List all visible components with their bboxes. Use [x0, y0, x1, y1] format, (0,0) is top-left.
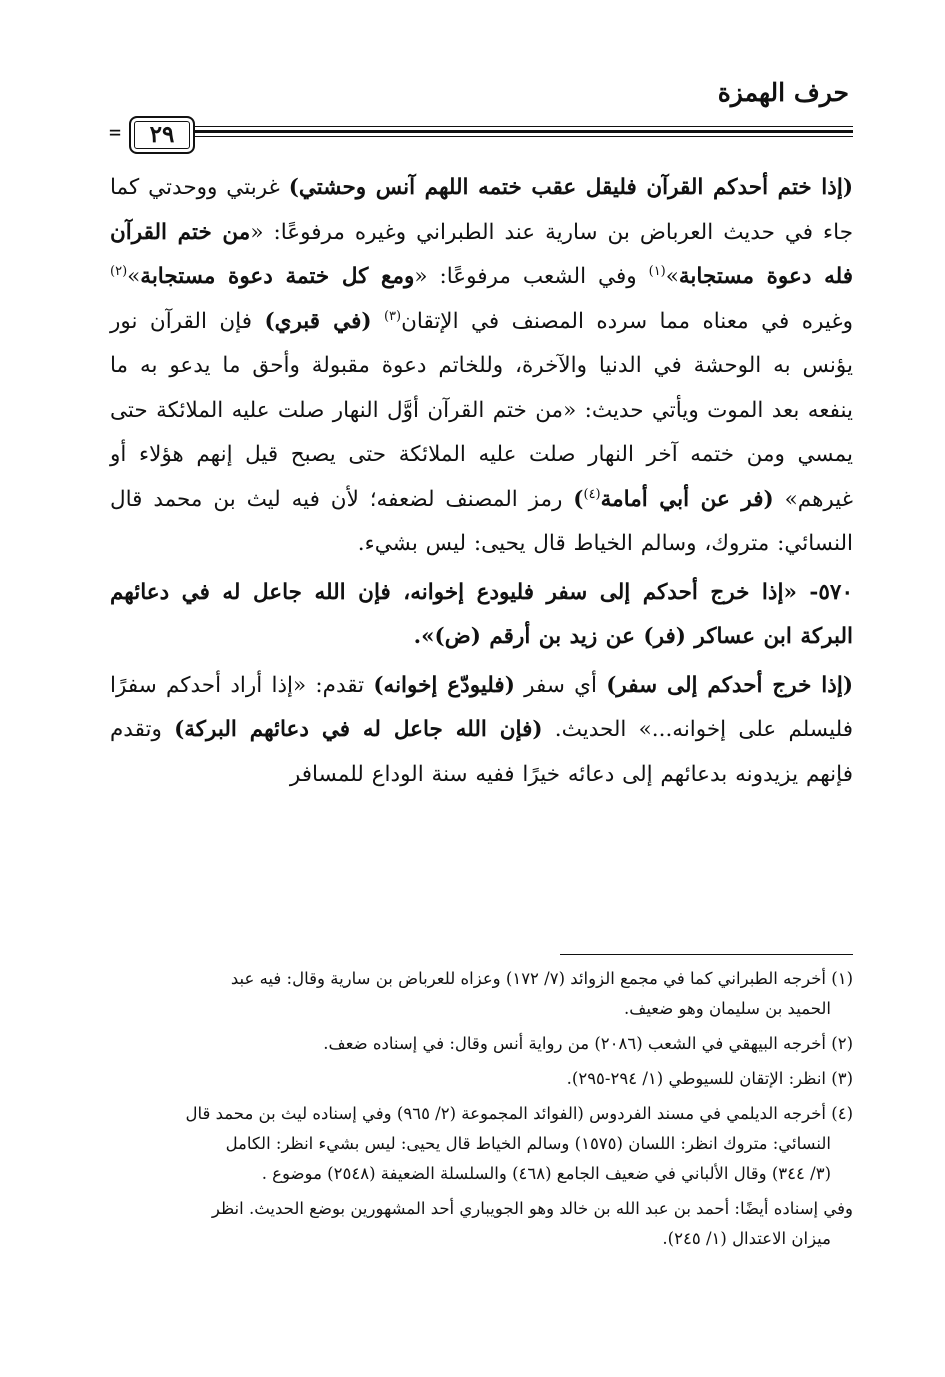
page-number: ٢٩ — [129, 116, 195, 154]
footnote-4 — [110, 1099, 853, 1189]
hadith-entry-570 — [110, 571, 853, 660]
source-attribution-close: ) — [573, 486, 584, 512]
quoted-hadith-phrase: (فليودّع إخوانه) — [373, 672, 515, 698]
text-run: رمز المصنف لضعفه؛ لأن فيه ليث بن محمد قال النسائي: متروك، وسالم الخياط قال يحيى: ليس بشيء. — [110, 486, 853, 556]
header-end-mark: = — [109, 120, 122, 144]
footnotes — [110, 964, 853, 1259]
footnote-text: (٣/ ٣٤٤) وقال الألباني في ضعيف الجامع (٤٦٨) والسلسلة الضعيفة (٢٥٤٨) موضوع . — [261, 1164, 831, 1183]
source-attribution: (فر عن أبي أمامة — [600, 486, 774, 512]
footnote-text: وفي إسناده أيضًا: أحمد بن عبد الله بن خالد وهو الجويباري أحد المشهورين بوضع الحديث. انظر — [211, 1199, 853, 1218]
running-title: حرف الهمزة — [717, 78, 849, 107]
text-run: فإن القرآن نور يؤنس به الوحشة في الدنيا والآخرة، وللخاتم دعوة مقبولة وأحق ما يدعو به ما ينفعه بعد الموت ويأتي حديث: «من ختم القرآن أوَّل النهار صلت عليه الملائكة حتى يمسي ومن ختمه آخر النهار صلت عليه الملائكة حتى يصبح قيل إنهم هؤلاء أو غيرهم» — [110, 308, 853, 512]
quoted-hadith-phrase: من ختم القرآن فله دعوة مستجابة — [110, 219, 853, 289]
commentary-paragraph-2 — [110, 664, 853, 798]
footnote-text: أخرجه البيهقي في الشعب (٢٠٨٦) من رواية أنس وقال: في إسناده ضعف. — [323, 1034, 832, 1053]
footnote-text: انظر: الإتقان للسيوطي (١/ ٢٩٤-٢٩٥). — [566, 1069, 832, 1088]
footnote-3 — [110, 1064, 853, 1094]
text-run — [372, 309, 384, 334]
quoted-hadith-phrase: (فإن الله جاعل له في دعائهم البركة) — [174, 717, 543, 742]
text-run: أي سفر — [514, 672, 607, 698]
footnote-number: (٤) — [831, 1104, 853, 1123]
footnote-text: ميزان الاعتدال (١/ ٢٤٥). — [662, 1229, 831, 1248]
quoted-hadith-phrase: (إذا خرج أحدكم إلى سفر) — [606, 672, 854, 698]
footnote-text: أخرجه الطبراني كما في مجمع الزوائد (٧/ ١٧٢) وعزاه للعرباض بن سارية وقال: فيه عبد — [230, 969, 832, 988]
commentary-paragraph-1 — [110, 166, 853, 567]
footnote-text: الحميد بن سليمان وهو ضعيف. — [624, 999, 831, 1018]
footnote-ref-3[interactable]: (٣) — [383, 308, 402, 324]
hadith-text: ٥٧٠- «إذا خرج أحدكم إلى سفر فليودع إخوانه، فإن الله جاعل له في دعائهم البركة ابن عساكر (فر) عن زيد بن أرقم (ض)». — [110, 579, 853, 649]
header-rule — [192, 126, 853, 137]
text-run: غربتي ووحدتي كما جاء في حديث العرباض بن سارية عند الطبراني وغيره مرفوعًا: « — [110, 175, 854, 245]
quoted-hadith-phrase: (إذا ختم أحدكم القرآن فليقل عقب ختمه اللهم آنس وحشتي) — [288, 175, 853, 200]
footnote-text: أخرجه الديلمي في مسند الفردوس (الفوائد المجموعة (٢/ ٩٦٥) وفي إسناده ليث بن محمد قال — [185, 1104, 832, 1123]
footnote-separator — [560, 954, 853, 955]
footnote-number: (١) — [831, 969, 853, 988]
main-text — [110, 166, 853, 797]
text-run: » — [127, 264, 141, 289]
text-run: تقدم: «إذا أراد أحدكم سفرًا فليسلم على إخوانه...» الحديث. — [110, 672, 853, 742]
footnote-2 — [110, 1029, 853, 1059]
footnote-1 — [110, 964, 853, 1024]
footnote-number: (٣) — [831, 1069, 853, 1088]
quoted-hadith-phrase: ومع كل ختمة دعوة مستجابة — [140, 264, 415, 289]
text-run: » — [665, 264, 679, 289]
quoted-hadith-phrase: (في قبري) — [264, 308, 372, 334]
text-run: وفي الشعب مرفوعًا: « — [414, 264, 649, 289]
footnote-number: (٢) — [831, 1034, 853, 1053]
footnote-ref-4[interactable]: (٤) — [583, 486, 601, 502]
footnote-ref-1[interactable]: (١) — [648, 263, 666, 279]
footnote-text: النسائي: متروك انظر: اللسان (١٥٧٥) وسالم الخياط قال يحيى: ليس بشيء انظر: الكامل — [225, 1134, 831, 1153]
text-run: وتقدم فإنهم يزيدونه بدعائهم إلى دعائه خيرًا ففيه سنة الوداع للمسافر — [110, 717, 853, 787]
footnote-continuation — [110, 1194, 853, 1254]
footnote-ref-2[interactable]: (٢) — [110, 263, 128, 279]
text-run: وغيره في معناه مما سرده المصنف في الإتقان — [401, 308, 853, 334]
